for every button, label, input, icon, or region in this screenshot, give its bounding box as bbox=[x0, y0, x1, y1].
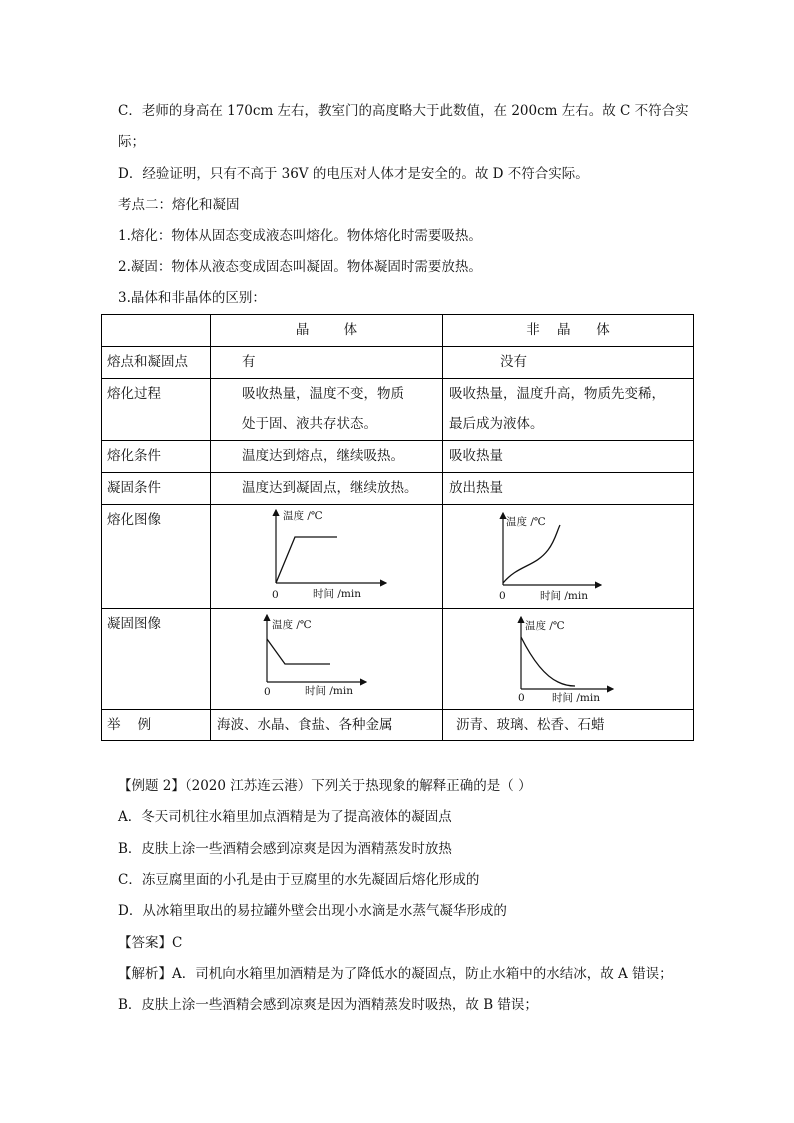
table-cell: 放出热量 bbox=[443, 473, 694, 505]
table-row bbox=[102, 473, 694, 505]
table-cell bbox=[211, 505, 443, 609]
table-row-label: 熔化条件 bbox=[102, 441, 211, 473]
example-title: 【例题 2】（2020 江苏连云港）下列关于热现象的解释正确的是（ ） bbox=[118, 778, 532, 794]
amorphous-melting-graph bbox=[443, 505, 694, 608]
table-cell: 温度达到熔点，继续吸热。 bbox=[211, 441, 443, 473]
x-axis-label: 时间 /min bbox=[305, 685, 353, 697]
text-line: D．经验证明，只有不高于 36V 的电压对人体才是安全的。故 D 不符合实际。 bbox=[118, 166, 589, 182]
solidifying-curve bbox=[521, 637, 575, 686]
table-cell bbox=[443, 505, 694, 609]
table-cell bbox=[443, 609, 694, 710]
analysis-line: B．皮肤上涂一些酒精会感到凉爽是因为酒精蒸发时吸热，故 B 错误； bbox=[118, 997, 538, 1013]
y-axis-label: 温度 /℃ bbox=[506, 516, 546, 528]
analysis-line: 【解析】A．司机向水箱里加酒精是为了降低水的凝固点，防止水箱中的水结冰，故 A 错误； bbox=[118, 966, 673, 982]
table-row-label: 举 例 bbox=[102, 710, 211, 741]
y-axis-label: 温度 /℃ bbox=[272, 619, 312, 631]
table-row bbox=[102, 441, 694, 473]
origin-label: 0 bbox=[264, 686, 271, 698]
amorphous-solidifying-graph bbox=[443, 609, 694, 709]
option-d: D．从冰箱里取出的易拉罐外壁会出现小水滴是水蒸气凝华形成的 bbox=[118, 903, 507, 919]
table-header-cell bbox=[102, 315, 211, 347]
list-item: 3.晶体和非晶体的区别： bbox=[118, 290, 266, 306]
table-cell bbox=[211, 609, 443, 710]
table-cell-line: 吸收热量，温度升高，物质先变稀， bbox=[449, 386, 665, 402]
melting-curve bbox=[276, 537, 337, 583]
section-title: 考点二：熔化和凝固 bbox=[118, 197, 240, 213]
table-cell-line: 处于固、液共存状态。 bbox=[242, 416, 377, 432]
x-axis-label: 时间 /min bbox=[552, 692, 600, 704]
x-axis-label: 时间 /min bbox=[540, 590, 588, 602]
table-cell bbox=[443, 379, 694, 441]
table-row bbox=[102, 609, 694, 710]
table-header-cell: 晶 体 bbox=[211, 315, 443, 347]
list-item: 1.熔化：物体从固态变成液态叫熔化。物体熔化时需要吸热。 bbox=[118, 228, 482, 244]
table-cell: 吸收热量 bbox=[443, 441, 694, 473]
table-row-label: 熔化图像 bbox=[102, 505, 211, 609]
table-cell-line: 最后成为液体。 bbox=[449, 416, 544, 432]
table-row-label: 凝固条件 bbox=[102, 473, 211, 505]
table-row-label: 熔点和凝固点 bbox=[102, 347, 211, 379]
comparison-table bbox=[101, 314, 694, 741]
table-header-cell: 非 晶 体 bbox=[443, 315, 694, 347]
crystal-melting-graph bbox=[211, 505, 443, 608]
table-cell: 海波、水晶、食盐、各种金属 bbox=[211, 710, 443, 741]
table-row bbox=[102, 710, 694, 741]
table-cell: 有 bbox=[211, 347, 443, 379]
list-item: 2.凝固：物体从液态变成固态叫凝固。物体凝固时需要放热。 bbox=[118, 259, 482, 275]
table-cell: 温度达到凝固点，继续放热。 bbox=[211, 473, 443, 505]
table-cell: 没有 bbox=[443, 347, 694, 379]
y-axis-label: 温度 /℃ bbox=[283, 510, 323, 522]
y-axis-label: 温度 /℃ bbox=[525, 620, 565, 632]
table-cell bbox=[211, 379, 443, 441]
origin-label: 0 bbox=[272, 589, 279, 601]
option-c: C．冻豆腐里面的小孔是由于豆腐里的水先凝固后熔化形成的 bbox=[118, 872, 480, 888]
answer: 【答案】C bbox=[118, 935, 183, 951]
solidifying-curve bbox=[267, 639, 330, 664]
text-line: 际； bbox=[118, 134, 145, 150]
table-row-label: 熔化过程 bbox=[102, 379, 211, 441]
table-cell: 沥青、玻璃、松香、石蜡 bbox=[443, 710, 694, 741]
origin-label: 0 bbox=[499, 590, 506, 602]
table-row bbox=[102, 347, 694, 379]
table-cell-line: 吸收热量，温度不变，物质 bbox=[242, 386, 404, 402]
melting-curve bbox=[503, 525, 560, 583]
table-row bbox=[102, 505, 694, 609]
option-b: B．皮肤上涂一些酒精会感到凉爽是因为酒精蒸发时放热 bbox=[118, 841, 452, 857]
x-axis-label: 时间 /min bbox=[313, 588, 361, 600]
option-a: A．冬天司机往水箱里加点酒精是为了提高液体的凝固点 bbox=[118, 809, 452, 825]
text-line: C．老师的身高在 170cm 左右，教室门的高度略大于此数值，在 200cm 左右。故 C 不符合实 bbox=[118, 103, 689, 119]
table-row bbox=[102, 379, 694, 441]
crystal-solidifying-graph bbox=[211, 609, 443, 709]
origin-label: 0 bbox=[518, 692, 525, 704]
table-row-label: 凝固图像 bbox=[102, 609, 211, 710]
table-header-row bbox=[102, 315, 694, 347]
